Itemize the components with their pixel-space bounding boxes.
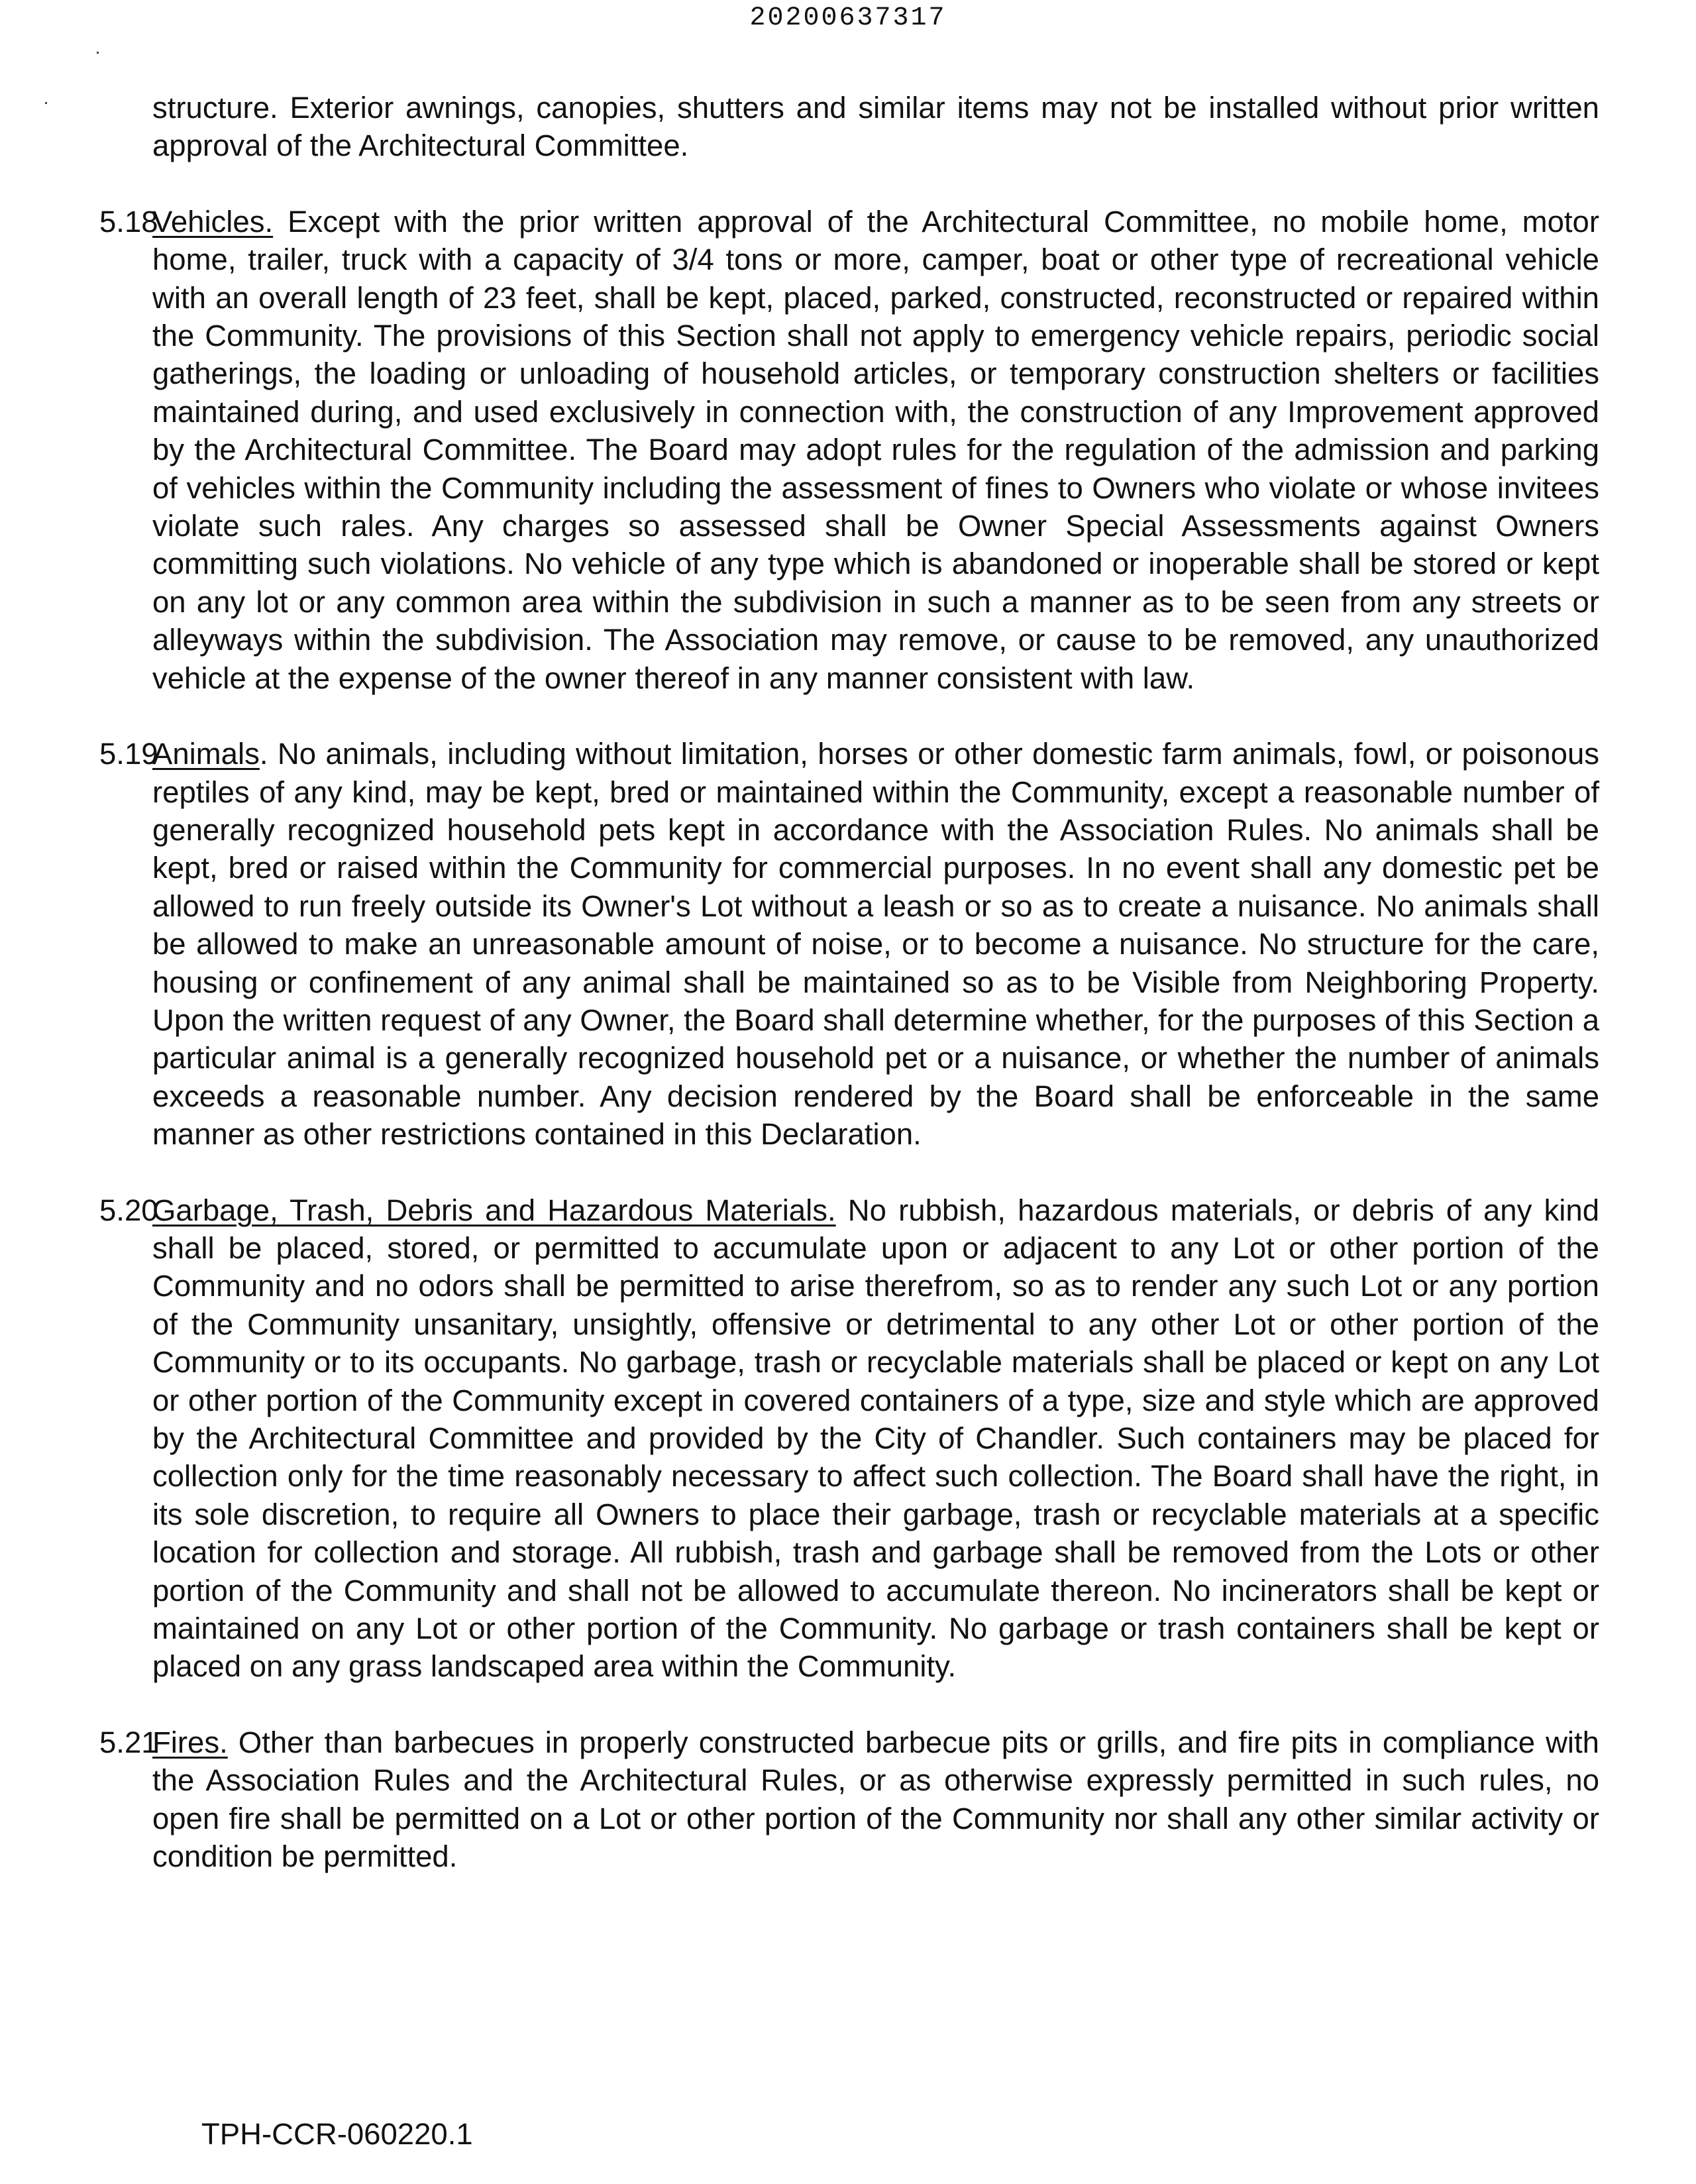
section-text: Other than barbecues in properly constructed barbecue pits or grills, and fire pits in compliance with the Association Rules and the Architectural Rules, or as otherwise expressly permitted in such rules, no open fire shall be permitted on a Lot or other portion of the Community nor shall any other similar activity or condition be permitted. [152, 1725, 1599, 1874]
section-number: 5.19 [99, 737, 158, 771]
section-number: 5.21 [99, 1725, 158, 1759]
section-5-21 [99, 1723, 1599, 1876]
section-5-18 [99, 203, 1599, 697]
section-text: . No animals, including without limitation, horses or other domestic farm animals, fowl, or poisonous reptiles of any kind, may be kept, bred or maintained within the Community, except a reasonable number of generally recognized household pets kept in accordance with the Association Rules. No animals shall be kept, bred or raised within the Community for commercial purposes. In no event shall any domestic pet be allowed to run freely outside its Owner's Lot without a leash or so as to create a nuisance. No animals shall be allowed to make an unreasonable amount of noise, or to become a nuisance. No structure for the care, housing or confinement of any animal shall be maintained so as to be Visible from Neighboring Property. Upon the written request of any Owner, the Board shall determine whether, for the purposes of this Section a particular animal is a generally recognized household pet or a nuisance, or whether the number of animals exceeds a reasonable number. Any decision rendered by the Board shall be enforceable in the same manner as other restrictions contained in this Declaration. [152, 737, 1599, 1152]
section-heading: Vehicles. [152, 204, 274, 239]
scan-speck [97, 52, 99, 54]
section-text: No rubbish, hazardous materials, or debris of any kind shall be placed, stored, or permitted to accumulate upon or adjacent to any Lot or other portion of the Community and no odors shall be permitted to arise therefrom, so as to render any such Lot or any portion of the Community unsanitary, unsightly, offensive or detrimental to any other Lot or other portion of the Community or to its occupants. No garbage, trash or recyclable materials shall be placed or kept on any Lot or other portion of the Community except in covered containers of a type, size and style which are approved by the Architectural Committee and provided by the City of Chandler. Such containers may be placed for collection only for the time reasonably necessary to affect such collection. The Board shall have the right, in its sole discretion, to require all Owners to place their garbage, trash or recyclable materials at a specific location for collection and storage. All rubbish, trash and garbage shall be removed from the Lots or other portion of the Community and shall not be allowed to accumulate thereon. No incinerators shall be kept or maintained on any Lot or other portion of the Community. No garbage or trash containers shall be kept or placed on any grass landscaped area within the Community. [152, 1193, 1599, 1684]
section-heading: Animals [152, 737, 260, 771]
section-text: Except with the prior written approval of the Architectural Committee, no mobile home, motor home, trailer, truck with a capacity of 3/4 tons or more, camper, boat or other type of recreational vehicle with an overall length of 23 feet, shall be kept, placed, parked, constructed, reconstructed or repaired within the Community. The provisions of this Section shall not apply to emergency vehicle repairs, periodic social gatherings, the loading or unloading of household articles, or temporary construction shelters or facilities maintained during, and used exclusively in connection with, the construction of any Improvement approved by the Architectural Committee. The Board may adopt rules for the regulation of the admission and parking of vehicles within the Community including the assessment of fines to Owners who violate or whose invitees violate such rales. Any charges so assessed shall be Owner Special Assessments against Owners committing such violations. No vehicle of any type which is abandoned or inoperable shall be stored or kept on any lot or any common area within the subdivision in such a manner as to be seen from any streets or alleyways within the subdivision. The Association may remove, or cause to be removed, any unauthorized vehicle at the expense of the owner thereof in any manner consistent with law. [152, 204, 1599, 695]
continued-paragraph: structure. Exterior awnings, canopies, shutters and similar items may not be installed without prior written approval of the Architectural Committee. [152, 91, 1599, 163]
document-body [99, 89, 1599, 1875]
section-5-19 [99, 735, 1599, 1153]
recording-number: 20200637317 [749, 3, 947, 33]
section-number: 5.18 [99, 204, 158, 239]
section-number: 5.20 [99, 1193, 158, 1227]
section-heading: Garbage, Trash, Debris and Hazardous Materials. [152, 1193, 836, 1227]
footer-document-id: TPH-CCR-060220.1 [201, 2117, 473, 2151]
scan-speck [45, 102, 47, 104]
section-5-20 [99, 1191, 1599, 1686]
section-heading: Fires. [152, 1725, 228, 1759]
